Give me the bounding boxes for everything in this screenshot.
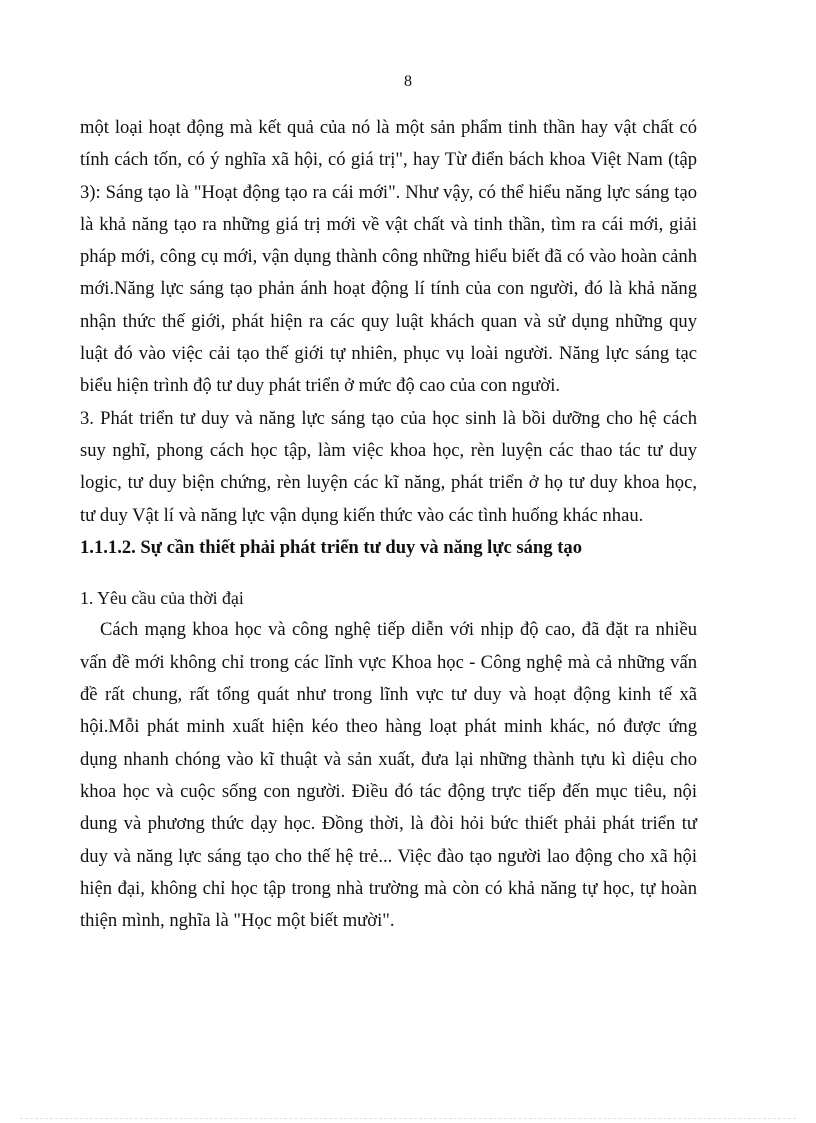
paragraph-creativity-definition: một loại hoạt động mà kết quả của nó là một sản phẩm tinh thần hay vật chất có tính cách tốn, có ý nghĩa xã hội, có giá trị", hay Từ điển bách khoa Việt Nam (tập 3): Sáng tạo là "Hoạt động tạo ra cái mới". Như vậy, có thể hiểu năng lực sáng tạo là khả năng tạo ra những giá trị mới về vật chất và tinh thần, tìm ra cái mới, giải pháp mới, công cụ mới, vận dụng thành công những hiểu biết đã có vào hoàn cảnh mới.Năng lực sáng tạo phản ánh hoạt động lí tính của con người, đó là khả năng nhận thức thế giới, phát hiện ra các quy luật khách quan và sử dụng những quy luật đó vào việc cải tạo thế giới tự nhiên, phục vụ loài người. Năng lực sáng tạc biểu hiện trình độ tư duy phát triển ở mức độ cao của con người.	[80, 117, 697, 397]
paragraph-era-requirements: Cách mạng khoa học và công nghệ tiếp diễn với nhịp độ cao, đã đặt ra nhiều vấn đề mới không chỉ trong các lĩnh vực Khoa học - Công nghệ mà cả những vấn đề rất chung, rất tổng quát như trong lĩnh vực tư duy và hoạt động kinh tế xã hội.Mỗi phát minh xuất hiện kéo theo hàng loạt phát minh khác, nó được ứng dụng nhanh chóng vào kĩ thuật và sản xuất, đưa lại những thành tựu kì diệu cho khoa học và cuộc sống con người. Điều đó tác động trực tiếp đến mục tiêu, nội dung và phương thức dạy học. Đồng thời, là đòi hỏi bức thiết phải phát triển tư duy và năng lực sáng tạo cho thế hệ trẻ... Việc đào tạo người lao động cho xã hội hiện đại, không chỉ học tập trong nhà trường mà còn có khả năng tự học, tự hoàn thiện mình, nghĩa là "Học một biết mười".	[80, 619, 697, 932]
document-body	[80, 112, 697, 937]
subsection-heading: 1. Yêu cầu của thời đại	[80, 588, 244, 609]
section-heading: 1.1.1.2. Sự cần thiết phải phát triển tư duy và năng lực sáng tạo	[80, 536, 582, 558]
page-bottom-divider	[20, 1118, 796, 1119]
page-number: 8	[404, 73, 412, 90]
paragraph-developing-thinking: 3. Phát triển tư duy và năng lực sáng tạo của học sinh là bồi dưỡng cho hệ cách suy nghĩ, phong cách học tập, làm việc khoa học, rèn luyện các thao tác tư duy logic, tư duy biện chứng, rèn luyện các kĩ năng, phát triển ở họ tư duy khoa học, tư duy Vật lí và năng lực vận dụng kiến thức vào các tình huống khác nhau.	[80, 407, 697, 526]
